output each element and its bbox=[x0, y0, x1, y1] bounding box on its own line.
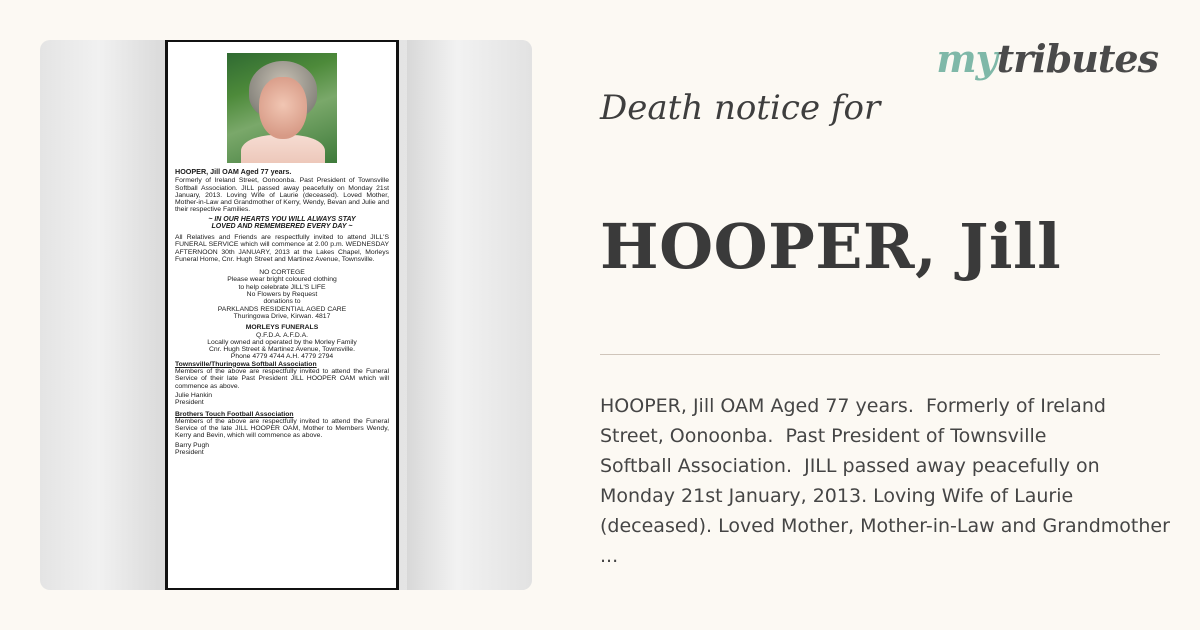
blurred-background bbox=[407, 40, 532, 590]
deceased-name: HOOPER, Jill bbox=[600, 210, 1062, 283]
excerpt-line: Softball Association. JILL passed away peacefully on bbox=[600, 455, 1100, 477]
divider bbox=[600, 354, 1160, 355]
newspaper-notice bbox=[165, 40, 399, 590]
excerpt-line: Street, Oonoonba. Past President of Townsville bbox=[600, 425, 1047, 447]
funeral-home-block: MORLEYS FUNERALS Q.F.D.A. A.F.D.A. Locally owned and operated by the Morley Family Cnr. Hugh Street & Martinez Avenue, Townsville. Phone 4779 4744 A.H. 4779 2794 bbox=[207, 324, 357, 361]
excerpt-line: (deceased). Loved Mother, Mother-in-Law and Grandmother bbox=[600, 515, 1170, 537]
association-softball: Townsville/Thuringowa Softball Association Members of the above are respectfully invited to attend the Funeral Service of their late Past President JILL HOOPER OAM which will commence as above. Julie Hankin President bbox=[175, 360, 389, 407]
excerpt-line: HOOPER, Jill OAM Aged 77 years. Formerly of Ireland bbox=[600, 395, 1106, 417]
notice-verse: ~ IN OUR HEARTS YOU WILL ALWAYS STAY LOVED AND REMEMBERED EVERY DAY ~ bbox=[208, 215, 356, 231]
notice-service: All Relatives and Friends are respectfully invited to attend JILL'S FUNERAL SERVICE which will commence at 2.00 p.m. WEDNESDAY AFTERNOON 30th JANUARY, 2013 at the Lakes Chapel, Morleys Funeral Home, Cnr. Hugh Street and Martinez Avenue, Townsville. bbox=[175, 233, 389, 263]
notice-image-card bbox=[40, 40, 532, 590]
mytributes-logo[interactable]: mytributes bbox=[936, 36, 1158, 81]
notice-intro: Formerly of Ireland Street, Oonoonba. Past President of Townsville Softball Association. JILL passed away peacefully on Monday 21st January, 2013. Loving Wife of Laurie (deceased). Loved Mother, Mother-in-Law and Grandmother of Kerry, Wendy, Bevan and Julie and their respective Families. bbox=[175, 177, 389, 214]
portrait-photo bbox=[227, 53, 337, 163]
notice-requests: NO CORTEGE Please wear bright coloured clothing to help celebrate JILL'S LIFE No Flowers by Request donations to PARKLANDS RESIDENTIAL AGED CARE Thuringowa Drive, Kirwan. 4817 bbox=[217, 269, 347, 320]
page-subtitle: Death notice for bbox=[600, 88, 881, 128]
notice-header: HOOPER, Jill OAM Aged 77 years. bbox=[175, 167, 292, 176]
association-touch-football: Brothers Touch Football Association Members of the above are respectfully invited to attend the Funeral Service of the late JILL HOOPER OAM, Mother to Members Wendy, Kerry and Bevin, which will commence as above. Barry Pugh President bbox=[175, 410, 389, 456]
notice-excerpt bbox=[600, 391, 1200, 571]
excerpt-line: Monday 21st January, 2013. Loving Wife of Laurie bbox=[600, 485, 1074, 507]
excerpt-ellipsis: ... bbox=[600, 545, 619, 567]
